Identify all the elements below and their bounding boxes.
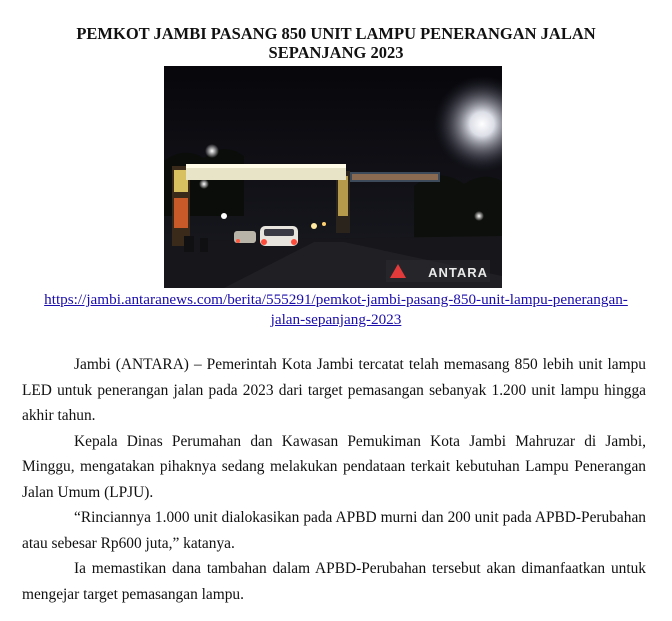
paragraph-1: Jambi (ANTARA) – Pemerintah Kota Jambi tercatat telah memasang 850 lebih unit lampu LED untuk penerangan jalan pada 2023 dari target pemasangan sebanyak 1.200 unit lampu hingga akhir tahun. xyxy=(22,356,646,424)
news-photo xyxy=(164,66,502,288)
article-body xyxy=(22,352,646,607)
antara-watermark: ANTARA xyxy=(428,265,488,280)
paragraph-4: Ia memastikan dana tambahan dalam APBD-Perubahan tersebut akan dimanfaatkan untuk mengejar target pemasangan lampu. xyxy=(22,560,646,603)
paragraph-2: Kepala Dinas Perumahan dan Kawasan Pemukiman Kota Jambi Mahruzar di Jambi, Minggu, mengatakan pihaknya sedang melakukan pendataan terkait kebutuhan Lampu Penerangan Jalan Umum (LPJU). xyxy=(22,432,646,501)
paragraph-3: “Rinciannya 1.000 unit dialokasikan pada APBD murni dan 200 unit pada APBD-Perubahan atau sebesar Rp600 juta,” katanya. xyxy=(22,509,646,552)
source-link[interactable]: https://jambi.antaranews.com/berita/555291/pemkot-jambi-pasang-850-unit-lampu-penerangan-jalan-sepanjang-2023 xyxy=(44,291,628,328)
night-street-gate-illustration xyxy=(164,66,502,288)
article-title: PEMKOT JAMBI PASANG 850 UNIT LAMPU PENERANGAN JALAN SEPANJANG 2023 xyxy=(76,24,596,62)
